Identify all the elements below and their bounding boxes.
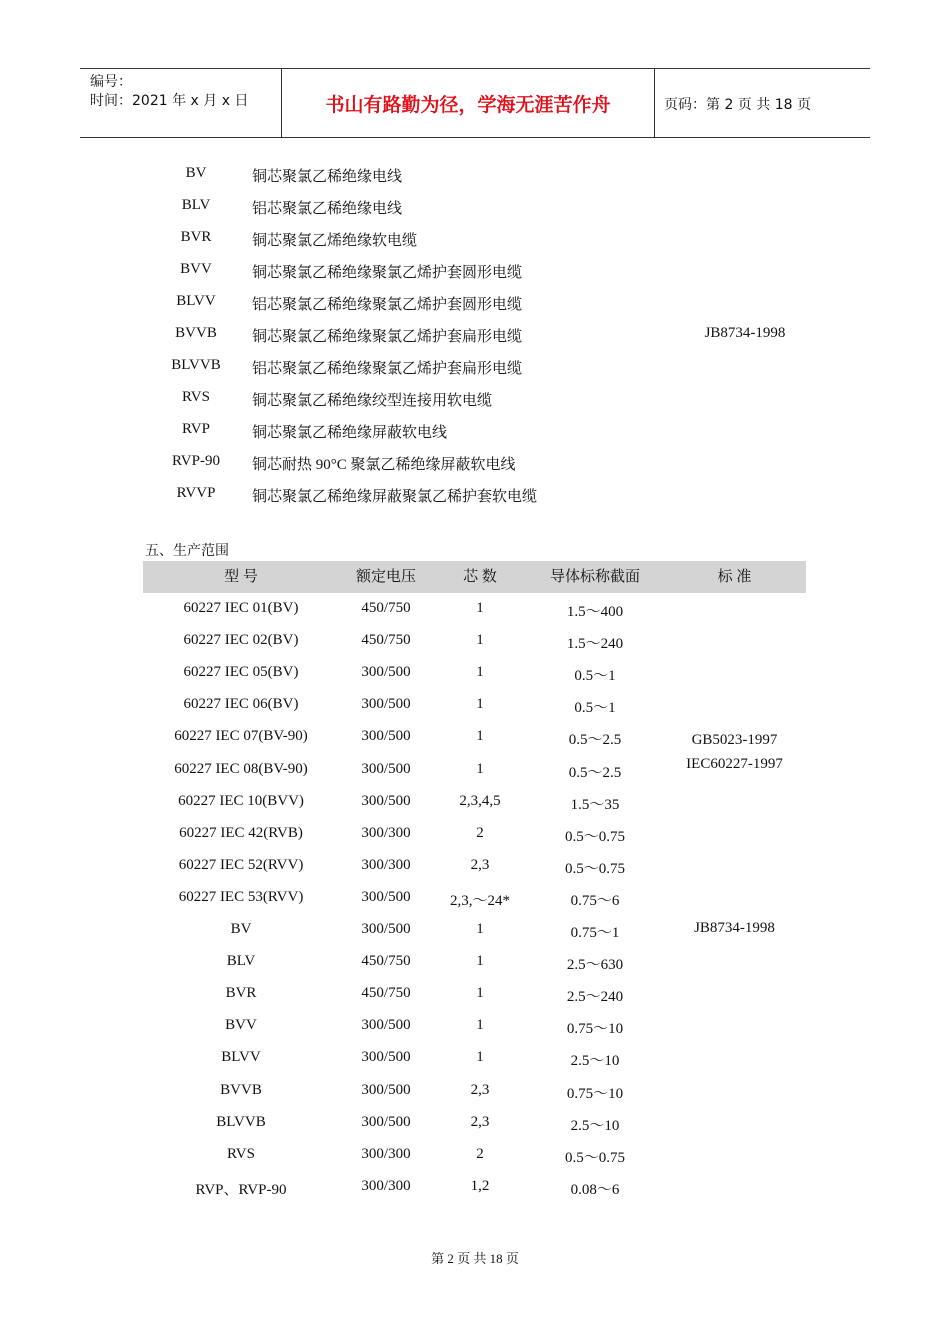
doc-time-label: 时间：2021 年 x 月 x 日 bbox=[90, 93, 249, 109]
cell-section: 1.5～35 bbox=[570, 796, 620, 813]
cell-cores: 1 bbox=[476, 728, 484, 745]
cell-voltage: 300/300 bbox=[361, 824, 411, 841]
cell-cores: 1,2 bbox=[470, 1177, 490, 1194]
cell-cores: 1 bbox=[476, 664, 484, 681]
cell-model: BVVB bbox=[220, 1081, 262, 1098]
cell-model: RVP、RVP-90 bbox=[195, 1181, 287, 1198]
product-desc: 铝芯聚氯乙稀绝缘聚氯乙烯护套圆形电缆 bbox=[252, 297, 523, 313]
product-desc: 铜芯聚氯乙烯绝缘软电缆 bbox=[252, 233, 418, 249]
cell-section: 2.5～10 bbox=[570, 1053, 620, 1070]
cell-model: BLVV bbox=[221, 1049, 261, 1066]
cell-cores: 2 bbox=[476, 1145, 484, 1162]
product-desc: 铝芯聚氯乙稀绝缘聚氯乙烯护套扁形电缆 bbox=[252, 361, 523, 377]
cell-cores: 2,3 bbox=[470, 1113, 490, 1130]
cell-section: 0.5～2.5 bbox=[568, 764, 622, 781]
cell-voltage: 300/300 bbox=[361, 1145, 411, 1162]
cell-cores: 1 bbox=[476, 632, 484, 649]
cell-voltage: 300/500 bbox=[361, 1017, 411, 1034]
cell-section: 2.5～630 bbox=[566, 957, 624, 974]
cell-voltage: 300/300 bbox=[361, 1177, 411, 1194]
cell-cores: 1 bbox=[476, 760, 484, 777]
cell-cores: 1 bbox=[476, 1017, 484, 1034]
cell-cores: 1 bbox=[476, 1049, 484, 1066]
cell-model: 60227 IEC 53(RVV) bbox=[178, 888, 304, 905]
product-code: BVV bbox=[180, 261, 212, 277]
cell-section: 1.5～240 bbox=[566, 636, 624, 653]
header-page-label: 页码：第 2 页 共 18 页 bbox=[664, 97, 811, 113]
cell-section: 0.75～10 bbox=[566, 1021, 624, 1038]
cell-voltage: 300/500 bbox=[361, 696, 411, 713]
product-code: RVP-90 bbox=[172, 453, 220, 469]
cell-voltage: 300/500 bbox=[361, 1113, 411, 1130]
doc-number-label: 编号： bbox=[90, 74, 132, 90]
cell-section: 0.5～0.75 bbox=[564, 860, 625, 877]
cell-voltage: 300/300 bbox=[361, 856, 411, 873]
product-desc: 铜芯聚氯乙稀绝缘聚氯乙烯护套圆形电缆 bbox=[252, 265, 523, 281]
cell-section: 0.75～1 bbox=[570, 925, 620, 941]
cell-cores: 2,3 bbox=[470, 856, 490, 873]
product-desc: 铜芯聚氯乙稀绝缘电线 bbox=[252, 169, 403, 185]
cell-model: BLV bbox=[226, 953, 256, 970]
col-header-standard: 标 准 bbox=[717, 569, 752, 585]
cell-voltage: 300/500 bbox=[361, 728, 411, 745]
cell-section: 0.75～6 bbox=[570, 892, 620, 909]
cell-model: 60227 IEC 02(BV) bbox=[183, 632, 299, 649]
cell-cores: 2,3,～24* bbox=[449, 892, 510, 909]
cell-voltage: 450/750 bbox=[361, 985, 411, 1002]
cell-model: BLVVB bbox=[216, 1113, 266, 1130]
cell-voltage: 300/500 bbox=[361, 888, 411, 905]
cell-section: 2.5～240 bbox=[566, 989, 624, 1006]
header-meta bbox=[90, 73, 248, 111]
cell-model: 60227 IEC 06(BV) bbox=[183, 696, 299, 713]
cell-model: 60227 IEC 01(BV) bbox=[183, 600, 299, 616]
product-code: BV bbox=[185, 165, 207, 181]
page-header bbox=[80, 68, 870, 138]
col-header-section: 导体标称截面 bbox=[549, 569, 640, 585]
product-code: RVP bbox=[182, 421, 210, 437]
product-desc: 铝芯聚氯乙稀绝缘电线 bbox=[252, 201, 403, 217]
cell-cores: 2,3,4,5 bbox=[459, 792, 501, 809]
cell-voltage: 300/500 bbox=[361, 1081, 411, 1098]
product-desc: 铜芯耐热 90°C 聚氯乙稀绝缘屏蔽软电线 bbox=[252, 457, 516, 473]
cell-section: 0.08～6 bbox=[570, 1181, 620, 1198]
cell-section: 0.5～0.75 bbox=[564, 1149, 625, 1166]
col-header-model: 型 号 bbox=[224, 569, 258, 585]
product-code: RVVP bbox=[176, 485, 216, 501]
cell-model: BVR bbox=[225, 985, 257, 1002]
header-motto: 书山有路勤为径，学海无涯苦作舟 bbox=[325, 93, 611, 116]
product-code: BVVB bbox=[175, 325, 217, 341]
cell-voltage: 300/500 bbox=[361, 760, 411, 777]
cell-section: 2.5～10 bbox=[570, 1117, 620, 1134]
cell-voltage: 450/750 bbox=[361, 632, 411, 649]
cell-voltage: 300/500 bbox=[361, 921, 411, 937]
cell-voltage: 450/750 bbox=[361, 953, 411, 970]
cell-voltage: 300/500 bbox=[361, 792, 411, 809]
cell-section: 0.5～2.5 bbox=[568, 732, 622, 749]
product-standard: JB8734-1998 bbox=[704, 325, 786, 341]
product-desc: 铜芯聚氯乙稀绝缘聚氯乙烯护套扁形电缆 bbox=[252, 329, 523, 345]
standard-jb: JB8734-1998 bbox=[694, 920, 775, 936]
cell-model: 60227 IEC 05(BV) bbox=[183, 664, 299, 681]
product-code: RVS bbox=[182, 389, 210, 405]
cell-cores: 2,3 bbox=[470, 1081, 490, 1098]
cell-model: BV bbox=[230, 921, 252, 937]
product-desc: 铜芯聚氯乙稀绝缘绞型连接用软电缆 bbox=[252, 393, 493, 409]
product-desc: 铜芯聚氯乙稀绝缘屏蔽聚氯乙稀护套软电缆 bbox=[252, 489, 538, 505]
product-code: BVR bbox=[180, 229, 212, 245]
cell-section: 1.5～400 bbox=[566, 604, 624, 620]
cell-model: 60227 IEC 07(BV-90) bbox=[174, 728, 308, 745]
cell-model: 60227 IEC 08(BV-90) bbox=[174, 760, 308, 777]
cell-section: 0.75～10 bbox=[566, 1085, 624, 1102]
cell-cores: 1 bbox=[476, 696, 484, 713]
standard-iec: IEC60227-1997 bbox=[686, 756, 783, 772]
cell-model: 60227 IEC 10(BVV) bbox=[178, 792, 304, 809]
cell-voltage: 300/500 bbox=[361, 664, 411, 681]
col-header-voltage: 额定电压 bbox=[355, 569, 416, 585]
cell-voltage: 450/750 bbox=[361, 600, 411, 616]
section-title: 五、生产范围 bbox=[145, 544, 229, 559]
cell-cores: 1 bbox=[476, 953, 484, 970]
cell-cores: 1 bbox=[476, 921, 484, 937]
cell-model: 60227 IEC 42(RVB) bbox=[179, 824, 303, 841]
cell-cores: 2 bbox=[476, 824, 484, 841]
product-desc: 铜芯聚氯乙稀绝缘屏蔽软电线 bbox=[252, 425, 448, 441]
cell-cores: 1 bbox=[476, 985, 484, 1002]
page-footer: 第 2 页 共 18 页 bbox=[431, 1251, 519, 1266]
cell-cores: 1 bbox=[476, 600, 484, 616]
cell-voltage: 300/500 bbox=[361, 1049, 411, 1066]
col-header-cores: 芯 数 bbox=[463, 569, 497, 585]
cell-section: 0.5～1 bbox=[574, 700, 616, 717]
cell-section: 0.5～1 bbox=[574, 668, 616, 685]
product-code: BLVV bbox=[176, 293, 216, 309]
standard-gb: GB5023-1997 bbox=[691, 732, 778, 748]
cell-model: BVV bbox=[225, 1017, 257, 1034]
product-code: BLVVB bbox=[171, 357, 221, 373]
cell-model: RVS bbox=[227, 1145, 255, 1162]
cell-section: 0.5～0.75 bbox=[564, 828, 625, 845]
product-code: BLV bbox=[181, 197, 211, 213]
cell-model: 60227 IEC 52(RVV) bbox=[178, 856, 304, 873]
